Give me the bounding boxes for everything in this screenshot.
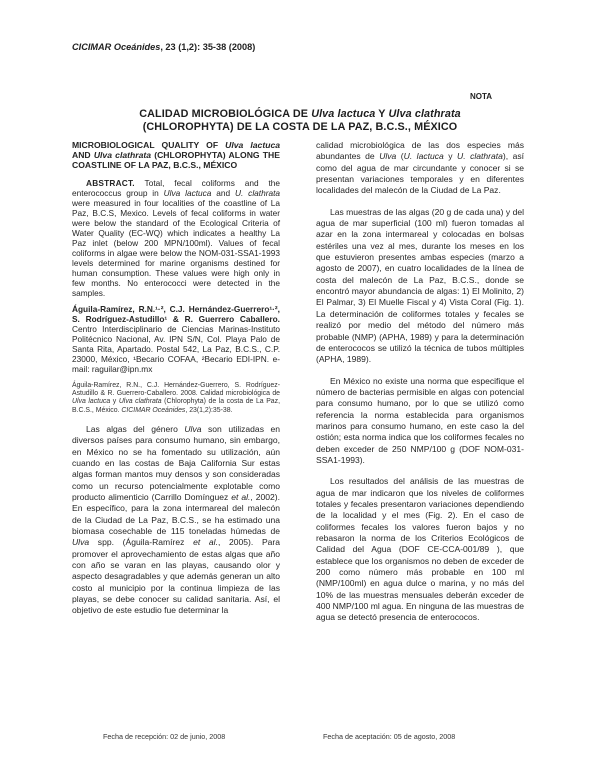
abstract-label: ABSTRACT.: [86, 178, 135, 188]
accepted-date: Fecha de aceptación: 05 de agosto, 2008: [323, 732, 456, 741]
title-line-2: (CHLOROPHYTA) DE LA COSTA DE LA PAZ, B.C.S., MÉXICO: [142, 120, 458, 133]
objective-paragraph: calidad microbiológica de las dos especies más abundantes de Ulva (U. lactuca y U. clathrata), así como del agua de mar circundante y conocer si se presentan variaciones temporales y en diferentes localidades del malecón de la Ciudad de La Paz.: [316, 140, 524, 196]
results-paragraph: Los resultados del análisis de las muestras de agua de mar indicaron que los niveles de coliformes totales y fecales presentaron variaciones dependiendo de la localidad y el mes (Fig. 2). En el caso de coliformes fecales los valores fueron bajos y no rebasaron la norma de los Criterios Ecológicos de Calidad del Agua (DOF CE-CCA-001/89 ), que establece que los organismos no deben de exceder de 200 como número más probable en 100 ml (NMP/100ml) en agua dulce o marina, y no más del 10% de las muestras mensuales deberán exceder de 400 NMP/100 ml agua. En ninguna de las muestras de agua se detectó presencia de enterococos.: [316, 476, 524, 623]
section-label: NOTA: [470, 92, 493, 101]
english-title: MICROBIOLOGICAL QUALITY OF Ulva lactuca AND Ulva clathrata (CHLOROPHYTA) ALONG THE COASTLINE OF LA PAZ, B.C.S., MÉXICO: [72, 140, 280, 170]
norm-paragraph: En México no existe una norma que especifique el número de bacterias permisible en algas con potencial para consumo humano, por lo que se utilizó como referencia la norma establecida para organismos marinos para consumo humano, en este caso la del ostión; esta norma indica que los coliformes fecales no deben exceder de 250 NMP/100 g (DOF NOM-031-SSA1-1993).: [316, 375, 524, 465]
received-date: Fecha de recepción: 02 de junio, 2008: [103, 732, 226, 741]
affiliation: Centro Interdisciplinario de Ciencias Marinas-Instituto Politécnico Nacional, Av. IPN S/N, Col. Playa Palo de Santa Rita, Apartado. Postal 542, La Paz, B.C.S., C.P. 23000, México, ¹Becario COFAA, ²Becario EDI-IPN. e-mail: raguilar@ipn.mx: [72, 324, 280, 374]
methods-paragraph: Las muestras de las algas (20 g de cada una) y del agua de mar superficial (100 ml) fueron tomadas al azar en la zona intermareal y colocadas en bolsas estériles una vez al mes, durante los meses en los que estuvieron presentes ambas especies (marzo a agosto de 2007), en cuatro localidades de la línea de costa del malecón de La Paz, B.C.S., donde se encontró mayor abundancia de algas: 1) El Molinito, 2) El Palmar, 3) El Muelle Fiscal y 4) Vista Coral (Fig. 1). La determinación de coliformes totales y fecales se realizó por medio del método del número más probable (NMP) (APHA, 1989) y para la determinación de enterococos se utilizó la técnica de tubos múltiples (APHA, 1989).: [316, 206, 524, 365]
journal-header: [72, 42, 255, 52]
article-title: [72, 108, 528, 133]
citation: Águila-Ramírez, R.N., C.J. Hernández-Guerrero, S. Rodríguez-Astudillo & R. Guerrero-Caballero. 2008. Calidad microbiológica de Ulva lactuca y Ulva clathrata (Chlorophyta) de la costa de La Paz, B.C.S., México. CICIMAR Oceánides, 23(1,2):35-38.: [72, 382, 280, 414]
journal-volume: , 23 (1,2): 35-38 (2008): [160, 42, 256, 52]
title-line-1: CALIDAD MICROBIOLÓGICA DE Ulva lactuca Y Ulva clathrata: [139, 108, 461, 120]
authors-affiliation: [72, 304, 280, 374]
journal-name: CICIMAR Oceánides: [72, 42, 161, 52]
left-column: [72, 140, 280, 623]
intro-paragraph: Las algas del género Ulva son utilizadas en diversos países para consumo humano, sin embargo, en México no se ha fomentado su utilización, aún cuando en las costas de Baja California Sur estas algas forman mantos muy densos y son consideradas como un recurso potencialmente explotable como producto alimenticio (Carrillo Domínguez et al., 2002). En específico, para la zona intermareal del malecón de la Ciudad de La Paz, B.C.S., se ha estimado una biomasa cosechable de 115 toneladas húmedas de Ulva spp. (Águila-Ramírez et al., 2005). Para promover el aprovechamiento de estas algas que año con año se varan en las playas, causando olor y aspecto desagradables y que además generan un alto costo al municipio por la continua limpieza de las playas, se debe conocer su calidad sanitaria. Así, el objetivo de este estudio fue determinar la: [72, 423, 281, 616]
abstract: ABSTRACT. Total, fecal coliforms and the enterococcus group in Ulva lactuca and U. clathrata were measured in four localities of the coastline of La Paz, B.C.S, Mexico. Levels of fecal coliforms in water were below the standard of the Ecological Criteria of Water Quality (EC-WQ) which indicates a healthy La Paz inlet (below 200 MPN/100ml). Values of fecal coliforms in algae were below the NOM-031-SSA1-1993 levels determined for marine organisms destined for human consumption. These values were high only in few months. No enterococci were detected in the samples.: [72, 178, 280, 298]
author-names: Águila-Ramírez, R.N.¹·², C.J. Hernández-Guerrero¹·², S. Rodríguez-Astudillo¹ & R. Guerrero Caballero.: [72, 304, 280, 324]
right-column: [316, 140, 524, 630]
